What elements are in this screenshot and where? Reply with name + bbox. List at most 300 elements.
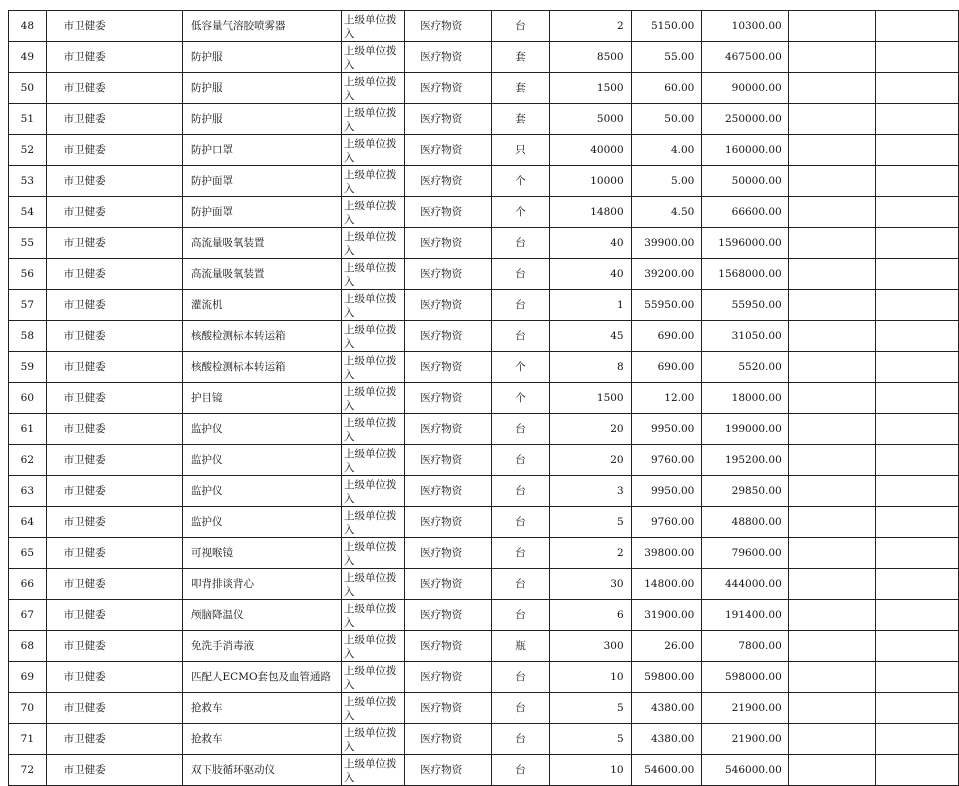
table-row — [9, 600, 959, 631]
amount-cell: 195200.00 — [702, 445, 788, 476]
item-name-cell: 免洗手消毒液 — [183, 631, 342, 662]
source-cell: 上级单位拨入 — [342, 755, 405, 786]
unit-price-cell: 4.50 — [631, 197, 702, 228]
blank-cell — [876, 507, 959, 538]
category-cell: 医疗物资 — [405, 42, 492, 73]
row-number: 49 — [9, 42, 47, 73]
source-cell: 上级单位拨入 — [342, 321, 405, 352]
blank-cell — [876, 135, 959, 166]
amount-cell: 48800.00 — [702, 507, 788, 538]
blank-cell — [788, 600, 875, 631]
quantity-cell: 10000 — [549, 166, 631, 197]
row-number: 71 — [9, 724, 47, 755]
blank-cell — [788, 290, 875, 321]
department-cell: 市卫健委 — [46, 755, 182, 786]
item-name-cell: 监护仪 — [183, 476, 342, 507]
item-name-cell: 颅脑降温仪 — [183, 600, 342, 631]
blank-cell — [876, 538, 959, 569]
unit-price-cell: 26.00 — [631, 631, 702, 662]
row-number: 68 — [9, 631, 47, 662]
quantity-cell: 20 — [549, 414, 631, 445]
category-cell: 医疗物资 — [405, 693, 492, 724]
department-cell: 市卫健委 — [46, 383, 182, 414]
measure-unit-cell: 台 — [492, 538, 549, 569]
item-name-cell: 高流量吸氧装置 — [183, 259, 342, 290]
unit-price-cell: 39900.00 — [631, 228, 702, 259]
category-cell: 医疗物资 — [405, 383, 492, 414]
blank-cell — [788, 507, 875, 538]
quantity-cell: 300 — [549, 631, 631, 662]
table-row — [9, 476, 959, 507]
measure-unit-cell: 台 — [492, 290, 549, 321]
table-row — [9, 383, 959, 414]
category-cell: 医疗物资 — [405, 197, 492, 228]
row-number: 58 — [9, 321, 47, 352]
source-cell: 上级单位拨入 — [342, 414, 405, 445]
row-number: 60 — [9, 383, 47, 414]
row-number: 62 — [9, 445, 47, 476]
quantity-cell: 6 — [549, 600, 631, 631]
blank-cell — [876, 166, 959, 197]
blank-cell — [788, 569, 875, 600]
blank-cell — [876, 414, 959, 445]
blank-cell — [876, 321, 959, 352]
quantity-cell: 5 — [549, 724, 631, 755]
amount-cell: 250000.00 — [702, 104, 788, 135]
item-name-cell: 防护服 — [183, 104, 342, 135]
blank-cell — [876, 693, 959, 724]
department-cell: 市卫健委 — [46, 352, 182, 383]
quantity-cell: 5 — [549, 507, 631, 538]
unit-price-cell: 690.00 — [631, 321, 702, 352]
source-cell: 上级单位拨入 — [342, 569, 405, 600]
amount-cell: 55950.00 — [702, 290, 788, 321]
amount-cell: 7800.00 — [702, 631, 788, 662]
blank-cell — [788, 259, 875, 290]
department-cell: 市卫健委 — [46, 321, 182, 352]
unit-price-cell: 14800.00 — [631, 569, 702, 600]
table-row — [9, 662, 959, 693]
measure-unit-cell: 套 — [492, 42, 549, 73]
quantity-cell: 1500 — [549, 383, 631, 414]
table-row — [9, 104, 959, 135]
measure-unit-cell: 台 — [492, 476, 549, 507]
amount-cell: 79600.00 — [702, 538, 788, 569]
amount-cell: 1596000.00 — [702, 228, 788, 259]
item-name-cell: 护目镜 — [183, 383, 342, 414]
blank-cell — [788, 104, 875, 135]
blank-cell — [876, 631, 959, 662]
department-cell: 市卫健委 — [46, 259, 182, 290]
quantity-cell: 10 — [549, 755, 631, 786]
blank-cell — [876, 383, 959, 414]
amount-cell: 546000.00 — [702, 755, 788, 786]
row-number: 72 — [9, 755, 47, 786]
item-name-cell: 低容量气溶胶喷雾器 — [183, 11, 342, 42]
source-cell: 上级单位拨入 — [342, 73, 405, 104]
measure-unit-cell: 台 — [492, 414, 549, 445]
blank-cell — [788, 11, 875, 42]
source-cell: 上级单位拨入 — [342, 166, 405, 197]
source-cell: 上级单位拨入 — [342, 228, 405, 259]
unit-price-cell: 5150.00 — [631, 11, 702, 42]
blank-cell — [788, 166, 875, 197]
department-cell: 市卫健委 — [46, 569, 182, 600]
source-cell: 上级单位拨入 — [342, 383, 405, 414]
blank-cell — [788, 693, 875, 724]
department-cell: 市卫健委 — [46, 693, 182, 724]
item-name-cell: 可视喉镜 — [183, 538, 342, 569]
amount-cell: 598000.00 — [702, 662, 788, 693]
blank-cell — [788, 724, 875, 755]
unit-price-cell: 55.00 — [631, 42, 702, 73]
department-cell: 市卫健委 — [46, 476, 182, 507]
department-cell: 市卫健委 — [46, 445, 182, 476]
blank-cell — [788, 538, 875, 569]
source-cell: 上级单位拨入 — [342, 42, 405, 73]
blank-cell — [788, 352, 875, 383]
measure-unit-cell: 台 — [492, 321, 549, 352]
item-name-cell: 防护面罩 — [183, 197, 342, 228]
quantity-cell: 40 — [549, 259, 631, 290]
source-cell: 上级单位拨入 — [342, 693, 405, 724]
blank-cell — [876, 104, 959, 135]
quantity-cell: 45 — [549, 321, 631, 352]
item-name-cell: 防护服 — [183, 42, 342, 73]
blank-cell — [876, 290, 959, 321]
row-number: 56 — [9, 259, 47, 290]
blank-cell — [788, 197, 875, 228]
unit-price-cell: 60.00 — [631, 73, 702, 104]
measure-unit-cell: 台 — [492, 600, 549, 631]
unit-price-cell: 4380.00 — [631, 693, 702, 724]
item-name-cell: 监护仪 — [183, 445, 342, 476]
amount-cell: 160000.00 — [702, 135, 788, 166]
asset-table — [8, 10, 959, 786]
blank-cell — [876, 11, 959, 42]
measure-unit-cell: 台 — [492, 228, 549, 259]
category-cell: 医疗物资 — [405, 631, 492, 662]
department-cell: 市卫健委 — [46, 538, 182, 569]
table-row — [9, 538, 959, 569]
source-cell: 上级单位拨入 — [342, 104, 405, 135]
blank-cell — [876, 259, 959, 290]
unit-price-cell: 9950.00 — [631, 476, 702, 507]
measure-unit-cell: 台 — [492, 693, 549, 724]
source-cell: 上级单位拨入 — [342, 476, 405, 507]
row-number: 66 — [9, 569, 47, 600]
category-cell: 医疗物资 — [405, 259, 492, 290]
item-name-cell: 叩背排谈背心 — [183, 569, 342, 600]
category-cell: 医疗物资 — [405, 228, 492, 259]
row-number: 50 — [9, 73, 47, 104]
measure-unit-cell: 个 — [492, 383, 549, 414]
category-cell: 医疗物资 — [405, 569, 492, 600]
amount-cell: 21900.00 — [702, 693, 788, 724]
category-cell: 医疗物资 — [405, 104, 492, 135]
amount-cell: 467500.00 — [702, 42, 788, 73]
row-number: 64 — [9, 507, 47, 538]
source-cell: 上级单位拨入 — [342, 11, 405, 42]
quantity-cell: 30 — [549, 569, 631, 600]
measure-unit-cell: 台 — [492, 11, 549, 42]
blank-cell — [876, 197, 959, 228]
department-cell: 市卫健委 — [46, 42, 182, 73]
quantity-cell: 2 — [549, 11, 631, 42]
blank-cell — [788, 42, 875, 73]
department-cell: 市卫健委 — [46, 290, 182, 321]
table-row — [9, 414, 959, 445]
measure-unit-cell: 个 — [492, 352, 549, 383]
table-row — [9, 197, 959, 228]
row-number: 53 — [9, 166, 47, 197]
unit-price-cell: 690.00 — [631, 352, 702, 383]
blank-cell — [876, 352, 959, 383]
blank-cell — [876, 569, 959, 600]
table-row — [9, 228, 959, 259]
department-cell: 市卫健委 — [46, 135, 182, 166]
category-cell: 医疗物资 — [405, 600, 492, 631]
category-cell: 医疗物资 — [405, 445, 492, 476]
blank-cell — [788, 73, 875, 104]
item-name-cell: 核酸检测标本转运箱 — [183, 321, 342, 352]
table-body — [9, 11, 959, 786]
quantity-cell: 14800 — [549, 197, 631, 228]
measure-unit-cell: 套 — [492, 73, 549, 104]
category-cell: 医疗物资 — [405, 11, 492, 42]
item-name-cell: 防护口罩 — [183, 135, 342, 166]
blank-cell — [876, 42, 959, 73]
unit-price-cell: 39800.00 — [631, 538, 702, 569]
amount-cell: 444000.00 — [702, 569, 788, 600]
row-number: 61 — [9, 414, 47, 445]
row-number: 69 — [9, 662, 47, 693]
source-cell: 上级单位拨入 — [342, 445, 405, 476]
unit-price-cell: 39200.00 — [631, 259, 702, 290]
category-cell: 医疗物资 — [405, 476, 492, 507]
blank-cell — [876, 445, 959, 476]
category-cell: 医疗物资 — [405, 73, 492, 104]
amount-cell: 10300.00 — [702, 11, 788, 42]
table-row — [9, 352, 959, 383]
quantity-cell: 40 — [549, 228, 631, 259]
row-number: 48 — [9, 11, 47, 42]
blank-cell — [876, 662, 959, 693]
measure-unit-cell: 台 — [492, 662, 549, 693]
unit-price-cell: 55950.00 — [631, 290, 702, 321]
source-cell: 上级单位拨入 — [342, 631, 405, 662]
amount-cell: 5520.00 — [702, 352, 788, 383]
measure-unit-cell: 台 — [492, 724, 549, 755]
quantity-cell: 20 — [549, 445, 631, 476]
table-row — [9, 290, 959, 321]
quantity-cell: 1 — [549, 290, 631, 321]
measure-unit-cell: 台 — [492, 507, 549, 538]
category-cell: 医疗物资 — [405, 662, 492, 693]
row-number: 51 — [9, 104, 47, 135]
table-row — [9, 724, 959, 755]
unit-price-cell: 9950.00 — [631, 414, 702, 445]
quantity-cell: 1500 — [549, 73, 631, 104]
amount-cell: 29850.00 — [702, 476, 788, 507]
blank-cell — [788, 321, 875, 352]
measure-unit-cell: 个 — [492, 166, 549, 197]
source-cell: 上级单位拨入 — [342, 197, 405, 228]
category-cell: 医疗物资 — [405, 538, 492, 569]
amount-cell: 21900.00 — [702, 724, 788, 755]
blank-cell — [788, 228, 875, 259]
unit-price-cell: 50.00 — [631, 104, 702, 135]
unit-price-cell: 4.00 — [631, 135, 702, 166]
amount-cell: 50000.00 — [702, 166, 788, 197]
item-name-cell: 抢救车 — [183, 693, 342, 724]
department-cell: 市卫健委 — [46, 73, 182, 104]
department-cell: 市卫健委 — [46, 507, 182, 538]
measure-unit-cell: 台 — [492, 755, 549, 786]
blank-cell — [788, 662, 875, 693]
source-cell: 上级单位拨入 — [342, 135, 405, 166]
measure-unit-cell: 套 — [492, 104, 549, 135]
measure-unit-cell: 个 — [492, 197, 549, 228]
table-row — [9, 259, 959, 290]
amount-cell: 18000.00 — [702, 383, 788, 414]
department-cell: 市卫健委 — [46, 414, 182, 445]
source-cell: 上级单位拨入 — [342, 724, 405, 755]
item-name-cell: 匹配人ECMO套包及血管通路 — [183, 662, 342, 693]
blank-cell — [876, 228, 959, 259]
department-cell: 市卫健委 — [46, 11, 182, 42]
unit-price-cell: 5.00 — [631, 166, 702, 197]
table-row — [9, 11, 959, 42]
department-cell: 市卫健委 — [46, 166, 182, 197]
source-cell: 上级单位拨入 — [342, 259, 405, 290]
quantity-cell: 5 — [549, 693, 631, 724]
source-cell: 上级单位拨入 — [342, 662, 405, 693]
source-cell: 上级单位拨入 — [342, 290, 405, 321]
blank-cell — [788, 476, 875, 507]
category-cell: 医疗物资 — [405, 414, 492, 445]
category-cell: 医疗物资 — [405, 507, 492, 538]
blank-cell — [788, 383, 875, 414]
blank-cell — [788, 631, 875, 662]
amount-cell: 66600.00 — [702, 197, 788, 228]
row-number: 67 — [9, 600, 47, 631]
department-cell: 市卫健委 — [46, 662, 182, 693]
amount-cell: 191400.00 — [702, 600, 788, 631]
table-row — [9, 135, 959, 166]
measure-unit-cell: 台 — [492, 445, 549, 476]
row-number: 65 — [9, 538, 47, 569]
category-cell: 医疗物资 — [405, 135, 492, 166]
quantity-cell: 8500 — [549, 42, 631, 73]
unit-price-cell: 9760.00 — [631, 445, 702, 476]
department-cell: 市卫健委 — [46, 631, 182, 662]
quantity-cell: 10 — [549, 662, 631, 693]
category-cell: 医疗物资 — [405, 724, 492, 755]
amount-cell: 199000.00 — [702, 414, 788, 445]
blank-cell — [788, 414, 875, 445]
table-row — [9, 73, 959, 104]
department-cell: 市卫健委 — [46, 228, 182, 259]
blank-cell — [876, 600, 959, 631]
row-number: 54 — [9, 197, 47, 228]
quantity-cell: 8 — [549, 352, 631, 383]
category-cell: 医疗物资 — [405, 352, 492, 383]
department-cell: 市卫健委 — [46, 724, 182, 755]
row-number: 52 — [9, 135, 47, 166]
table-row — [9, 321, 959, 352]
row-number: 63 — [9, 476, 47, 507]
item-name-cell: 监护仪 — [183, 507, 342, 538]
item-name-cell: 双下肢循环驱动仪 — [183, 755, 342, 786]
measure-unit-cell: 台 — [492, 569, 549, 600]
table-row — [9, 755, 959, 786]
item-name-cell: 防护服 — [183, 73, 342, 104]
category-cell: 医疗物资 — [405, 321, 492, 352]
table-row — [9, 445, 959, 476]
source-cell: 上级单位拨入 — [342, 538, 405, 569]
quantity-cell: 40000 — [549, 135, 631, 166]
blank-cell — [788, 445, 875, 476]
department-cell: 市卫健委 — [46, 197, 182, 228]
blank-cell — [876, 724, 959, 755]
source-cell: 上级单位拨入 — [342, 600, 405, 631]
measure-unit-cell: 只 — [492, 135, 549, 166]
table-row — [9, 631, 959, 662]
unit-price-cell: 54600.00 — [631, 755, 702, 786]
row-number: 57 — [9, 290, 47, 321]
row-number: 70 — [9, 693, 47, 724]
table-row — [9, 569, 959, 600]
item-name-cell: 防护面罩 — [183, 166, 342, 197]
item-name-cell: 监护仪 — [183, 414, 342, 445]
unit-price-cell: 9760.00 — [631, 507, 702, 538]
row-number: 55 — [9, 228, 47, 259]
table-row — [9, 42, 959, 73]
quantity-cell: 2 — [549, 538, 631, 569]
item-name-cell: 抢救车 — [183, 724, 342, 755]
quantity-cell: 3 — [549, 476, 631, 507]
item-name-cell: 灌流机 — [183, 290, 342, 321]
unit-price-cell: 31900.00 — [631, 600, 702, 631]
source-cell: 上级单位拨入 — [342, 352, 405, 383]
department-cell: 市卫健委 — [46, 104, 182, 135]
category-cell: 医疗物资 — [405, 166, 492, 197]
amount-cell: 1568000.00 — [702, 259, 788, 290]
measure-unit-cell: 台 — [492, 259, 549, 290]
category-cell: 医疗物资 — [405, 755, 492, 786]
source-cell: 上级单位拨入 — [342, 507, 405, 538]
table-row — [9, 693, 959, 724]
blank-cell — [876, 73, 959, 104]
quantity-cell: 5000 — [549, 104, 631, 135]
row-number: 59 — [9, 352, 47, 383]
department-cell: 市卫健委 — [46, 600, 182, 631]
unit-price-cell: 59800.00 — [631, 662, 702, 693]
unit-price-cell: 12.00 — [631, 383, 702, 414]
amount-cell: 90000.00 — [702, 73, 788, 104]
category-cell: 医疗物资 — [405, 290, 492, 321]
amount-cell: 31050.00 — [702, 321, 788, 352]
item-name-cell: 高流量吸氧装置 — [183, 228, 342, 259]
unit-price-cell: 4380.00 — [631, 724, 702, 755]
item-name-cell: 核酸检测标本转运箱 — [183, 352, 342, 383]
table-row — [9, 166, 959, 197]
blank-cell — [876, 476, 959, 507]
measure-unit-cell: 瓶 — [492, 631, 549, 662]
blank-cell — [788, 135, 875, 166]
blank-cell — [788, 755, 875, 786]
